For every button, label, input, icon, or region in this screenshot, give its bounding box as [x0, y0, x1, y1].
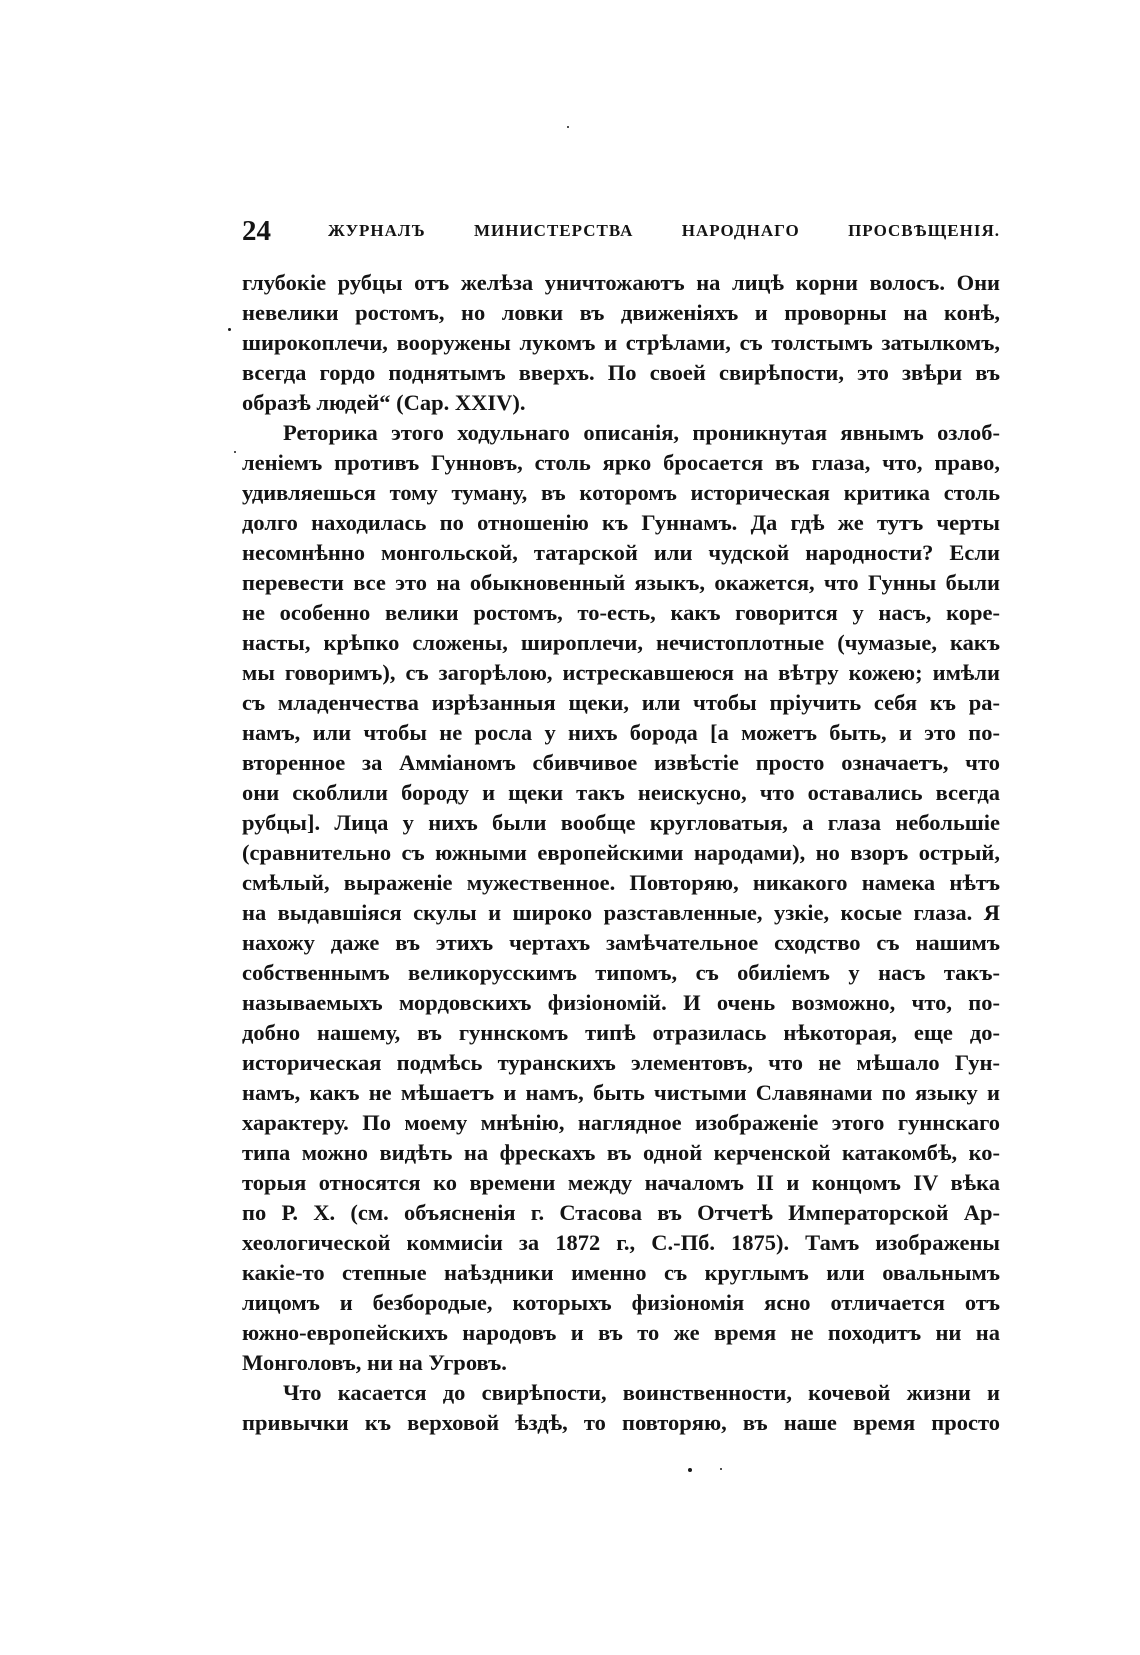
page-number: 24 [242, 215, 271, 247]
body-text [242, 268, 1000, 1438]
text-line: по Р. Х. (см. объясненія г. Стасова въ Отчетѣ Императорской Ар- [242, 1200, 1000, 1225]
text-line: вторенное за Амміаномъ сбивчивое извѣстіе просто означаетъ, что [242, 750, 1000, 775]
ink-speck [688, 1468, 692, 1472]
text-line: не особенно велики ростомъ, то-есть, какъ говорится у насъ, коре- [242, 600, 1000, 625]
ink-speck [228, 328, 231, 331]
text-line: смѣлый, выраженіе мужественное. Повторяю, никакого намека нѣтъ [242, 870, 1000, 895]
text-line: торыя относятся ко времени между началомъ II и концомъ IV вѣка [242, 1170, 1000, 1195]
text-line: хеологической коммисіи за 1872 г., С.-Пб. 1875). Тамъ изображены [242, 1230, 1000, 1255]
text-line: леніемъ противъ Гунновъ, столь ярко бросается въ глаза, что, право, [242, 450, 1000, 475]
text-line: Монголовъ, ни на Угровъ. [242, 1350, 507, 1375]
text-line: всегда гордо поднятымъ вверхъ. По своей свирѣпости, это звѣри въ [242, 360, 1000, 385]
text-line: на выдавшіяся скулы и широко разставленные, узкіе, косые глаза. Я [242, 900, 1000, 925]
text-line: привычки къ верховой ѣздѣ, то повторяю, въ наше время просто [242, 1410, 1000, 1435]
text-line: историческая подмѣсь туранскихъ элементовъ, что не мѣшало Гун- [242, 1050, 1000, 1075]
text-line: образѣ людей“ (Сар. XXIV). [242, 390, 526, 415]
text-line: собственнымъ великорусскимъ типомъ, съ обиліемъ у насъ такъ- [242, 960, 1000, 985]
text-line: съ младенчества изрѣзанныя щеки, или чтобы пріучить себя къ ра- [242, 690, 1000, 715]
text-line: называемыхъ мордовскихъ физіономій. И очень возможно, что, по- [242, 990, 1000, 1015]
text-line: какіе-то степные наѣздники именно съ круглымъ или овальнымъ [242, 1260, 1000, 1285]
text-line: характеру. По моему мнѣнію, наглядное изображеніе этого гуннскаго [242, 1110, 1000, 1135]
paragraph-start-line: Реторика этого ходульнаго описанія, проникнутая явнымъ озлоб- [283, 420, 1000, 445]
text-line: долго находилась по отношенію къ Гуннамъ. Да гдѣ же тутъ черты [242, 510, 1000, 535]
text-line: (сравнительно съ южными европейскими народами), но взоръ острый, [242, 840, 1000, 865]
text-line: нахожу даже въ этихъ чертахъ замѣчательное сходство съ нашимъ [242, 930, 1000, 955]
text-line: глубокіе рубцы отъ желѣза уничтожаютъ на лицѣ корни волосъ. Они [242, 270, 1000, 295]
paragraph-start-line: Что касается до свирѣпости, воинственности, кочевой жизни и [283, 1380, 1000, 1405]
ink-speck [720, 1468, 722, 1470]
page-header [242, 216, 1000, 246]
text-line: несомнѣнно монгольской, татарской или чудской народности? Если [242, 540, 1000, 565]
text-line: удивляешься тому туману, въ которомъ историческая критика столь [242, 480, 1000, 505]
running-head: ЖУРНАЛЪ МИНИСТЕРСТВА НАРОДНАГО ПРОСВѢЩЕНІЯ. [328, 221, 1000, 240]
ink-speck [234, 451, 236, 453]
text-line: они скоблили бороду и щеки такъ неискусно, что оставались всегда [242, 780, 1000, 805]
text-line: невелики ростомъ, но ловки въ движеніяхъ и проворны на конѣ, [242, 300, 1000, 325]
text-line: широкоплечи, вооружены лукомъ и стрѣлами, съ толстымъ затылкомъ, [242, 330, 1000, 355]
ink-speck [567, 126, 569, 128]
text-line: рубцы]. Лица у нихъ были вообще кругловатыя, а глаза небольшіе [242, 810, 1000, 835]
text-line: добно нашему, въ гуннскомъ типѣ отразилась нѣкоторая, еще до- [242, 1020, 1000, 1045]
text-line: типа можно видѣть на фрескахъ въ одной керченской катакомбѣ, ко- [242, 1140, 1000, 1165]
text-line: намъ, или чтобы не росла у нихъ борода [а можетъ быть, и это по- [242, 720, 1000, 745]
text-line: намъ, какъ не мѣшаетъ и намъ, быть чистыми Славянами по языку и [242, 1080, 1000, 1105]
text-line: лицомъ и безбородые, которыхъ физіономія ясно отличается отъ [242, 1290, 1000, 1315]
text-line: перевести все это на обыкновенный языкъ, окажется, что Гунны были [242, 570, 1000, 595]
text-line: насты, крѣпко сложены, широплечи, нечистоплотные (чумазые, какъ [242, 630, 1000, 655]
text-line: мы говоримъ), съ загорѣлою, истрескавшеюся на вѣтру кожею; имѣли [242, 660, 1000, 685]
text-line: южно-европейскихъ народовъ и въ то же время не походитъ ни на [242, 1320, 1000, 1345]
